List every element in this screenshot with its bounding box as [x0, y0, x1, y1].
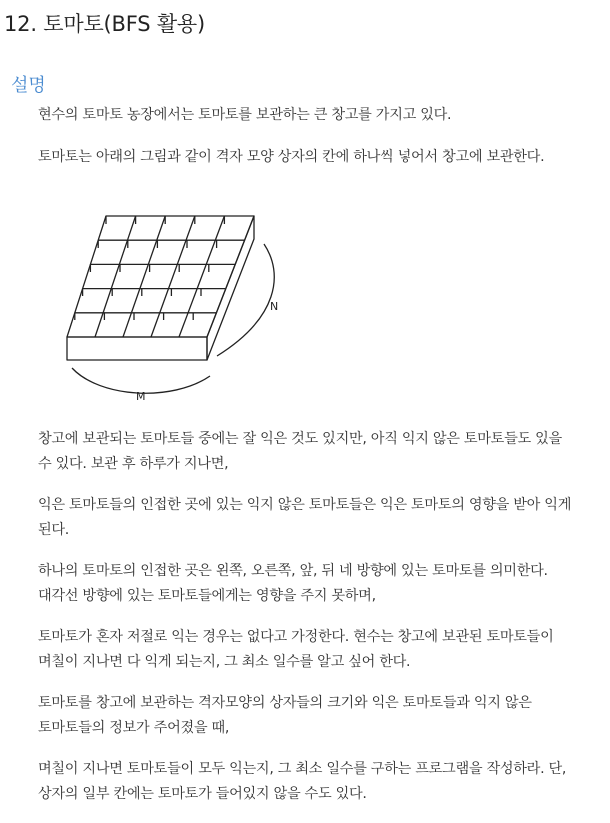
- label-n: N: [270, 300, 279, 313]
- paragraph: 토마토가 혼자 저절로 익는 경우는 없다고 가정한다. 현수는 창고에 보관된 토마토들이 며칠이 지나면 다 익게 되는지, 그 최소 일수를 알고 싶어 한다.: [38, 629, 554, 670]
- paragraph: 익은 토마토들의 인접한 곳에 있는 익지 않은 토마토들은 익은 토마토의 영향을 받아 익게 된다.: [38, 497, 572, 538]
- label-m: M: [136, 390, 146, 403]
- paragraph: 하나의 토마토의 인접한 곳은 왼쪽, 오른쪽, 앞, 뒤 네 방향에 있는 토마토를 의미한다. 대각선 방향에 있는 토마토들에게는 영향을 주지 못하며,: [38, 563, 548, 604]
- tomato-box-diagram: [52, 206, 292, 416]
- page-title: 12. 토마토(BFS 활용): [4, 12, 206, 36]
- paragraph: 창고에 보관되는 토마토들 중에는 잘 익은 것도 있지만, 아직 익지 않은 토마토들도 있을 수 있다. 보관 후 하루가 지나면,: [38, 431, 562, 472]
- description-top: [38, 103, 578, 186]
- box-top-face: [67, 216, 254, 337]
- tomato-box-figure: [52, 206, 292, 416]
- paragraph: 현수의 토마토 농장에서는 토마토를 보관하는 큰 창고를 가지고 있다.: [38, 107, 452, 123]
- description-bottom: [38, 427, 578, 823]
- paragraph: 토마토는 아래의 그림과 같이 격자 모양 상자의 칸에 하나씩 넣어서 창고에 보관한다.: [38, 148, 545, 165]
- paragraph: 토마토를 창고에 보관하는 격자모양의 상자들의 크기와 익은 토마토들과 익지 않은 토마토들의 정보가 주어졌을 때,: [38, 695, 532, 736]
- box-front-face: [67, 337, 207, 360]
- section-heading: 설명: [11, 75, 46, 96]
- paragraph: 며칠이 지나면 토마토들이 모두 익는지, 그 최소 일수를 구하는 프로그램을 작성하라. 단, 상자의 일부 칸에는 토마토가 들어있지 않을 수도 있다.: [38, 761, 567, 802]
